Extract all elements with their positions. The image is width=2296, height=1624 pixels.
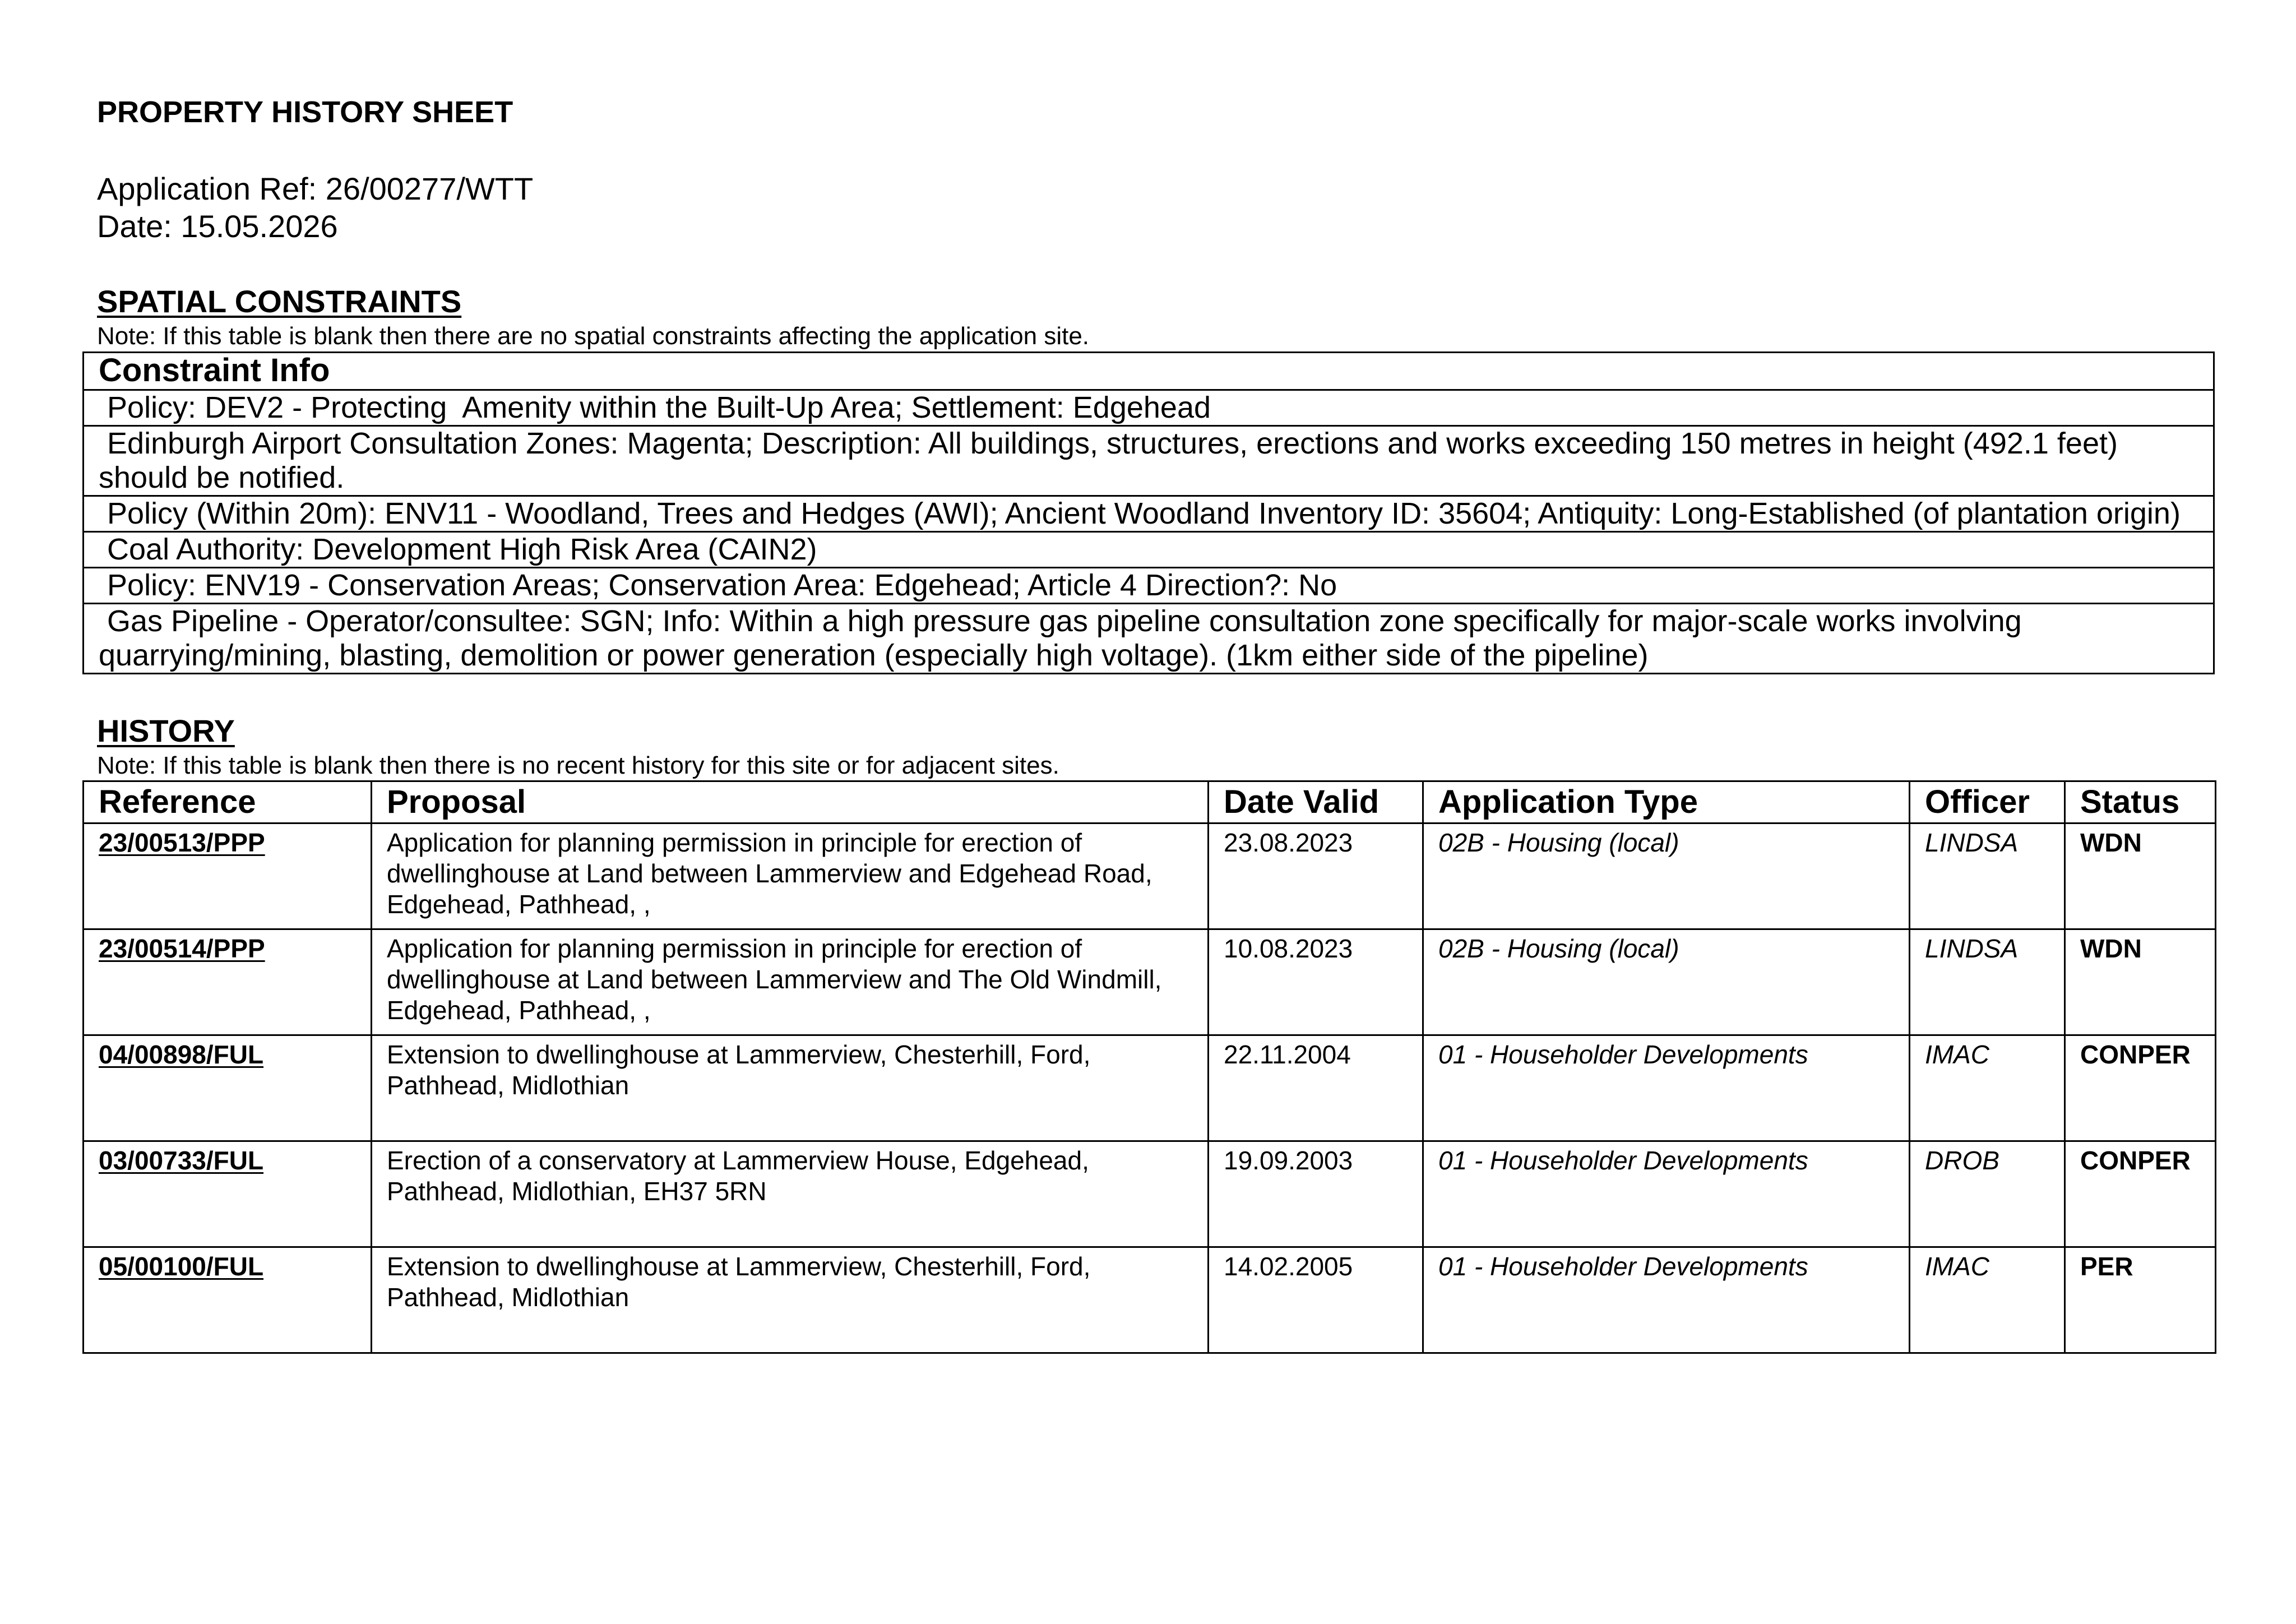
reference-link[interactable]: 05/00100/FUL bbox=[84, 1247, 372, 1353]
date-valid-cell: 22.11.2004 bbox=[1209, 1035, 1423, 1141]
spatial-constraints-table bbox=[82, 351, 2215, 674]
constraint-row bbox=[84, 496, 2214, 532]
date-valid-cell: 14.02.2005 bbox=[1209, 1247, 1423, 1353]
proposal-cell: Extension to dwellinghouse at Lammerview, Chesterhill, Ford, Pathhead, Midlothian bbox=[372, 1035, 1209, 1141]
proposal-header: Proposal bbox=[372, 781, 1209, 823]
officer-cell: LINDSA bbox=[1910, 929, 2065, 1035]
status-header: Status bbox=[2065, 781, 2216, 823]
application-type-header: Application Type bbox=[1423, 781, 1910, 823]
history-row bbox=[84, 1247, 2216, 1353]
officer-cell: IMAC bbox=[1910, 1247, 2065, 1353]
status-cell: WDN bbox=[2065, 929, 2216, 1035]
constraint-row bbox=[84, 604, 2214, 674]
status-cell: CONPER bbox=[2065, 1141, 2216, 1247]
reference-link[interactable]: 23/00513/PPP bbox=[84, 823, 372, 929]
spatial-constraints-note: Note: If this table is blank then there are no spatial constraints affecting the application site. bbox=[97, 322, 1090, 350]
history-table bbox=[82, 780, 2216, 1354]
proposal-cell: Application for planning permission in principle for erection of dwellinghouse at Land between Lammerview and Edgehead Road, Edgehead, Pathhead, , bbox=[372, 823, 1209, 929]
history-header-row bbox=[84, 781, 2216, 823]
status-cell: CONPER bbox=[2065, 1035, 2216, 1141]
officer-cell: IMAC bbox=[1910, 1035, 2065, 1141]
application-type-cell: 02B - Housing (local) bbox=[1423, 929, 1910, 1035]
officer-cell: DROB bbox=[1910, 1141, 2065, 1247]
document-title: PROPERTY HISTORY SHEET bbox=[97, 95, 513, 129]
constraint-cell: Gas Pipeline - Operator/consultee: SGN; Info: Within a high pressure gas pipeline consultation zone specifically for major-scale works involving quarrying/mining, blasting, demolition or power generation (especially high voltage). (1km either side of the pipeline) bbox=[84, 604, 2214, 674]
constraint-row bbox=[84, 568, 2214, 604]
constraint-cell: Edinburgh Airport Consultation Zones: Magenta; Description: All buildings, structures, erections and works exceeding 150 metres in height (492.1 feet) should be notified. bbox=[84, 426, 2214, 496]
history-heading: HISTORY bbox=[97, 713, 235, 748]
application-type-cell: 01 - Householder Developments bbox=[1423, 1035, 1910, 1141]
status-cell: PER bbox=[2065, 1247, 2216, 1353]
reference-link[interactable]: 23/00514/PPP bbox=[84, 929, 372, 1035]
constraint-info-header: Constraint Info bbox=[84, 353, 2214, 390]
proposal-cell: Application for planning permission in principle for erection of dwellinghouse at Land between Lammerview and The Old Windmill, Edgehead, Pathhead, , bbox=[372, 929, 1209, 1035]
reference-link[interactable]: 04/00898/FUL bbox=[84, 1035, 372, 1141]
application-ref: Application Ref: 26/00277/WTT bbox=[97, 171, 534, 206]
reference-link[interactable]: 03/00733/FUL bbox=[84, 1141, 372, 1247]
history-note: Note: If this table is blank then there is no recent history for this site or for adjacent sites. bbox=[97, 752, 1059, 779]
date-valid-header: Date Valid bbox=[1209, 781, 1423, 823]
proposal-cell: Extension to dwellinghouse at Lammerview, Chesterhill, Ford, Pathhead, Midlothian bbox=[372, 1247, 1209, 1353]
date-valid-cell: 23.08.2023 bbox=[1209, 823, 1423, 929]
application-type-cell: 02B - Housing (local) bbox=[1423, 823, 1910, 929]
constraint-row bbox=[84, 426, 2214, 496]
history-row bbox=[84, 1141, 2216, 1247]
date-valid-cell: 10.08.2023 bbox=[1209, 929, 1423, 1035]
history-row bbox=[84, 1035, 2216, 1141]
date-valid-cell: 19.09.2003 bbox=[1209, 1141, 1423, 1247]
constraint-cell: Coal Authority: Development High Risk Area (CAIN2) bbox=[84, 532, 2214, 568]
constraints-header-row bbox=[84, 353, 2214, 390]
history-row bbox=[84, 929, 2216, 1035]
application-type-cell: 01 - Householder Developments bbox=[1423, 1247, 1910, 1353]
application-type-cell: 01 - Householder Developments bbox=[1423, 1141, 1910, 1247]
constraint-cell: Policy: DEV2 - Protecting Amenity within the Built-Up Area; Settlement: Edgehead bbox=[84, 390, 2214, 426]
proposal-cell: Erection of a conservatory at Lammerview House, Edgehead, Pathhead, Midlothian, EH37 5RN bbox=[372, 1141, 1209, 1247]
officer-header: Officer bbox=[1910, 781, 2065, 823]
officer-cell: LINDSA bbox=[1910, 823, 2065, 929]
constraint-row bbox=[84, 532, 2214, 568]
constraint-cell: Policy (Within 20m): ENV11 - Woodland, Trees and Hedges (AWI); Ancient Woodland Inventory ID: 35604; Antiquity: Long-Established (of plantation origin) bbox=[84, 496, 2214, 532]
constraint-cell: Policy: ENV19 - Conservation Areas; Conservation Area: Edgehead; Article 4 Direction?: No bbox=[84, 568, 2214, 604]
spatial-constraints-heading: SPATIAL CONSTRAINTS bbox=[97, 284, 462, 319]
constraint-row bbox=[84, 390, 2214, 426]
reference-header: Reference bbox=[84, 781, 372, 823]
status-cell: WDN bbox=[2065, 823, 2216, 929]
document-date: Date: 15.05.2026 bbox=[97, 209, 338, 244]
history-row bbox=[84, 823, 2216, 929]
